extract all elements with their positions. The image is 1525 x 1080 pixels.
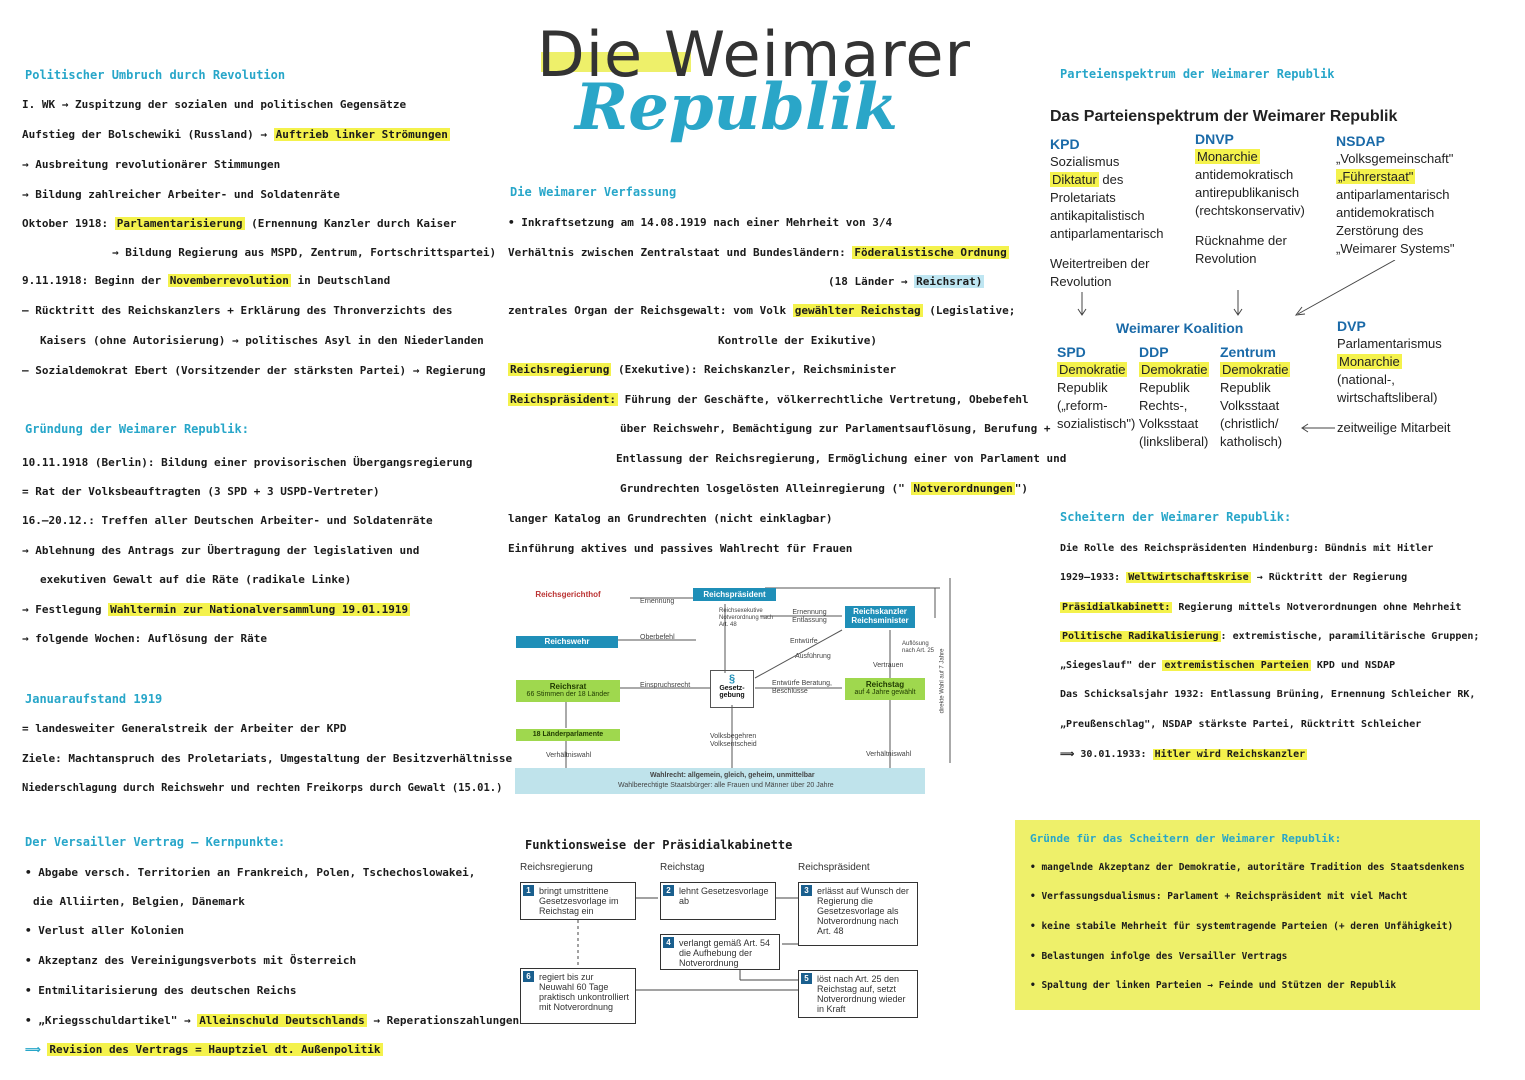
text-line: → Ausbreitung revolutionärer Stimmungen — [22, 158, 281, 171]
text-line: Entlassung der Reichsregierung, Ermöglichung einer von Parlament und — [616, 452, 1067, 465]
pk-col-reichspraesident: Reichspräsident — [798, 862, 870, 873]
laender-box: 18 Länderparlamente — [516, 729, 620, 741]
gesetz-label: Gesetz-gebung — [719, 685, 745, 699]
text-line: → Ablehnung des Antrags zur Übertragung der legislativen und — [22, 544, 420, 557]
pk-box-2: 2 lehnt Gesetzesvorlage ab — [660, 882, 776, 920]
text-line: Aufstieg der Bolschewiki (Russland) → Auftrieb linker Strömungen — [22, 128, 448, 141]
gruende-box — [1015, 820, 1480, 1010]
text-line: Niederschlagung durch Reichswehr und rechten Freikorps durch Gewalt (15.01.) — [22, 782, 503, 794]
reichstag-sub: auf 4 Jahre gewählt — [854, 689, 916, 696]
pk-num: 1 — [523, 885, 534, 896]
text-line: „Preußenschlag", NSDAP stärkste Partei, Rücktritt Schleicher — [1060, 719, 1422, 730]
label-direktwahl: direkte Wahl auf 7 Jahre — [939, 648, 946, 714]
text-line: • Akzeptanz des Vereinigungsverbots mit Österreich — [25, 954, 357, 967]
party-zentrum: Zentrum Demokratie Republik Volksstaat (christlich/ katholisch) — [1220, 343, 1310, 451]
title-line2: Republik — [575, 70, 898, 145]
text-line: „Siegeslauf" der extremistischen Parteien KPD und NSDAP — [1060, 660, 1396, 671]
paragraph-icon: § — [728, 673, 736, 685]
pk-num: 5 — [801, 973, 812, 984]
text-line: Ziele: Machtanspruch des Proletariats, Umgestaltung der Besitzverhältnisse — [22, 752, 513, 765]
party-name: Zentrum — [1220, 344, 1276, 360]
versailles-heading: Der Versailler Vertrag – Kernpunkte: — [25, 835, 286, 849]
text-line: = landesweiter Generalstreik der Arbeiter der KPD — [22, 722, 347, 735]
party-name: NSDAP — [1336, 133, 1386, 149]
label-vertrauen: Vertrauen — [873, 662, 904, 669]
party-name: KPD — [1050, 136, 1080, 152]
parteien-chart-title: Das Parteienspektrum der Weimarer Republik — [1050, 108, 1398, 125]
label-volksbegehren: Volksbegehren Volksentscheid — [710, 733, 757, 748]
text-line: → Bildung zahlreicher Arbeiter- und Soldatenräte — [22, 188, 340, 201]
text-line: Politische Radikalisierung : extremistische, paramilitärische Gruppen; — [1062, 631, 1480, 642]
party-spd: SPD Demokratie Republik („reform- sozialistisch") — [1057, 343, 1142, 433]
party-dnvp: DNVP Monarchie antidemokratisch antirepublikanisch (rechtskonservativ) Rücknahme der Revolution — [1195, 130, 1335, 268]
text-line: ⟹ 30.01.1933: Hitler wird Reichskanzler — [1060, 749, 1306, 760]
text-line: = Rat der Volksbeauftragten (3 SPD + 3 USPD-Vertreter) — [22, 485, 380, 498]
kanzler-box: Reichskanzler Reichsminister — [845, 606, 915, 628]
party-dvp: DVP Parlamentarismus Monarchie (national-, wirtschaftsliberal) zeitweilige Mitarbeit — [1337, 317, 1487, 437]
label-notverordnung: Reichsexekutive Notverordnung nach Art. 48 — [719, 608, 774, 628]
label-aufloesung: Auflösung nach Art. 25 — [902, 641, 935, 654]
text-line: über Reichswehr, Bemächtigung zur Parlamentsauflösung, Berufung + — [620, 422, 1051, 435]
title-line1: Die Weimarer — [537, 18, 972, 91]
label-verhaeltniswahl-1: Verhältniswahl — [546, 752, 592, 759]
text-line: 10.11.1918 (Berlin): Bildung einer provisorischen Übergangsregierung — [22, 456, 473, 469]
text-line: → folgende Wochen: Auflösung der Räte — [22, 632, 268, 645]
label-ausfuehrung: Ausführung — [795, 653, 831, 660]
party-nsdap: NSDAP „Volksgemeinschaft" „Führerstaat" antiparlamentarisch antidemokratisch Zerstörung des „Weimarer Systems" — [1336, 132, 1496, 258]
text-line: • Abgabe versch. Territorien an Frankreich, Polen, Tschechoslowakei, — [25, 866, 476, 879]
text-line: 9.11.1918: Beginn der Novemberrevolution in Deutschland — [22, 274, 391, 287]
text-line: zentrales Organ der Reichsgewalt: vom Volk gewählter Reichstag (Legislative; — [508, 304, 1016, 317]
text-line: exekutiven Gewalt auf die Räte (radikale Linke) — [40, 573, 352, 586]
scheitern-heading: Scheitern der Weimarer Republik: — [1060, 510, 1292, 524]
text-line: Einführung aktives und passives Wahlrecht für Frauen — [508, 542, 853, 555]
pk-box-5: 5 löst nach Art. 25 den Reichstag auf, setzt Notverordnung wieder in Kraft — [798, 970, 918, 1018]
reichsgericht-box: Reichsgerichthof — [535, 590, 601, 599]
gruendung-heading: Gründung der Weimarer Republik: — [25, 422, 249, 436]
pk-box-3: 3 erlässt auf Wunsch der Regierung die Gesetzesvorlage als Notverordnung nach Art. 48 — [798, 882, 918, 946]
text-line: I. WK → Zuspitzung der sozialen und politischen Gegensätze — [22, 98, 407, 111]
gesetz-box — [710, 670, 754, 708]
text-line: – Rücktritt des Reichskanzlers + Erklärung des Thronverzichts des — [22, 304, 453, 317]
reichstag-label: Reichstag — [865, 680, 905, 689]
gruende-item: • Verfassungsdualismus: Parlament + Reichspräsident mit viel Macht — [1030, 891, 1408, 902]
reichswehr-box: Reichswehr — [516, 636, 618, 648]
party-name: SPD — [1057, 344, 1086, 360]
text-line: die Alliirten, Belgien, Dänemark — [33, 895, 245, 908]
gruende-item: • Belastungen infolge des Versailler Vertrags — [1030, 951, 1288, 962]
party-name: DVP — [1337, 318, 1366, 334]
text-line: → Bildung Regierung aus MSPD, Zentrum, Fortschrittspartei) — [112, 246, 497, 259]
label-einspruch: Einspruchsrecht — [640, 682, 691, 689]
party-name: DNVP — [1195, 131, 1234, 147]
title-block — [535, 18, 972, 153]
label-entwuerfe-beratung: Entwürfe Beratung, Beschlüsse — [772, 680, 832, 695]
party-ddp: DDP Demokratie Republik Rechts-, Volksstaat (linksliberal) — [1139, 343, 1224, 451]
pk-box-1: 1 bringt umstrittene Gesetzesvorlage im Reichstag ein — [520, 882, 636, 920]
verfassung-heading: Die Weimarer Verfassung — [510, 185, 677, 199]
verfassung-diagram — [510, 578, 955, 798]
reichsrat-box — [516, 680, 620, 702]
pk-diagram — [520, 860, 930, 1030]
gruende-item: • keine stabile Mehrheit für systemtragende Parteien (+ deren Unfähigkeit) — [1030, 921, 1454, 932]
pk-heading: Funktionsweise der Präsidialkabinette — [525, 838, 793, 852]
text-line: – Sozialdemokrat Ebert (Vorsitzender der stärksten Partei) → Regierung — [22, 364, 486, 377]
pk-num: 4 — [663, 937, 674, 948]
text-line: Verhältnis zwischen Zentralstaat und Bundesländern: Föderalistische Ordnung — [508, 246, 1007, 259]
dvp-note: zeitweilige Mitarbeit — [1337, 420, 1451, 435]
text-line: • Entmilitarisierung des deutschen Reichs — [25, 984, 297, 997]
reichstag-box — [845, 678, 925, 700]
pk-col-reichsregierung: Reichsregierung — [520, 862, 593, 873]
label-oberbefehl: Oberbefehl — [640, 634, 675, 641]
januar-heading: Januaraufstand 1919 — [25, 692, 163, 706]
reichsrat-label: Reichsrat — [549, 682, 587, 691]
umbruch-heading: Politischer Umbruch durch Revolution — [25, 68, 286, 82]
text-line: Die Rolle des Reichspräsidenten Hindenburg: Bündnis mit Hitler — [1060, 543, 1434, 554]
text-line: ⟹ Revision des Vertrags = Hauptziel dt. Außenpolitik — [25, 1043, 381, 1056]
gruende-heading: Gründe für das Scheitern der Weimarer Republik: — [1030, 832, 1342, 845]
text-line: 16.–20.12.: Treffen aller Deutschen Arbeiter- und Soldatenräte — [22, 514, 433, 527]
praesident-box: Reichspräsident — [693, 588, 776, 601]
label-wahlrecht: Wahlrecht: allgemein, gleich, geheim, unmittelbar — [650, 772, 815, 779]
weimarer-koalition-label: Weimarer Koalition — [1116, 320, 1244, 336]
text-line: → Festlegung Wahltermin zur Nationalversammlung 19.01.1919 — [22, 603, 409, 616]
pk-num: 2 — [663, 885, 674, 896]
party-name: DDP — [1139, 344, 1169, 360]
parteien-heading: Parteienspektrum der Weimarer Republik — [1060, 67, 1335, 81]
label-wahlberechtigte: Wahlberechtigte Staatsbürger: alle Frauen und Männer über 20 Jahre — [618, 782, 834, 789]
text-line: Das Schicksalsjahr 1932: Entlassung Brüning, Ernennung Schleicher RK, — [1060, 689, 1476, 700]
label-entwuerfe: Entwürfe — [790, 638, 818, 645]
label-verhaeltniswahl-2: Verhältniswahl — [866, 751, 912, 758]
label-ernennung-entlassung: Ernennung Entlassung — [792, 609, 827, 624]
pk-col-reichstag: Reichstag — [660, 862, 705, 873]
text-line: • Verlust aller Kolonien — [25, 924, 184, 937]
text-line: 1929–1933: Weltwirtschaftskrise → Rücktritt der Regierung — [1060, 572, 1408, 583]
text-line: • Inkraftsetzung am 14.08.1919 nach einer Mehrheit von 3/4 — [508, 216, 893, 229]
reichsrat-sub: 66 Stimmen der 18 Länder — [526, 691, 610, 698]
text-line: (18 Länder → Reichsrat) — [828, 275, 983, 288]
pk-num: 3 — [801, 885, 812, 896]
text-line: Oktober 1918: Parlamentarisierung (Ernennung Kanzler durch Kaiser — [22, 217, 457, 230]
text-line: langer Katalog an Grundrechten (nicht einklagbar) — [508, 512, 833, 525]
gruende-item: • Spaltung der linken Parteien → Feinde und Stützen der Republik — [1030, 980, 1397, 991]
pk-box-4: 4 verlangt gemäß Art. 54 die Aufhebung der Notverordnung — [660, 934, 780, 970]
text-line: Kontrolle der Exikutive) — [718, 334, 877, 347]
gruende-item: • mangelnde Akzeptanz der Demokratie, autoritäre Tradition des Staatsdenkens — [1030, 862, 1465, 873]
text-line: Kaisers (ohne Autorisierung) → politisches Asyl in den Niederlanden — [40, 334, 484, 347]
text-line: Präsidialkabinett: Regierung mittels Notverordnungen ohne Mehrheit — [1062, 602, 1462, 613]
text-line: Reichsregierung (Exekutive): Reichskanzler, Reichsminister — [510, 363, 897, 376]
text-line: • „Kriegsschuldartikel" → Alleinschuld Deutschlands → Reperationszahlungen — [25, 1014, 520, 1027]
pk-box-6: 6 regiert bis zur Neuwahl 60 Tage praktisch unkontrolliert mit Notverordnung — [520, 968, 636, 1024]
party-kpd: KPD Sozialismus Diktatur des Proletariats antikapitalistisch antiparlamentarisch Weitertreiben der Revolution — [1050, 135, 1190, 291]
text-line: Grundrechten losgelösten Alleinregierung (" Notverordnungen ") — [620, 482, 1028, 495]
text-line: Reichspräsident: Führung der Geschäfte, völkerrechtliche Vertretung, Obebefehl — [510, 393, 1029, 406]
label-ernennung: Ernennung — [640, 598, 675, 605]
pk-num: 6 — [523, 971, 534, 982]
